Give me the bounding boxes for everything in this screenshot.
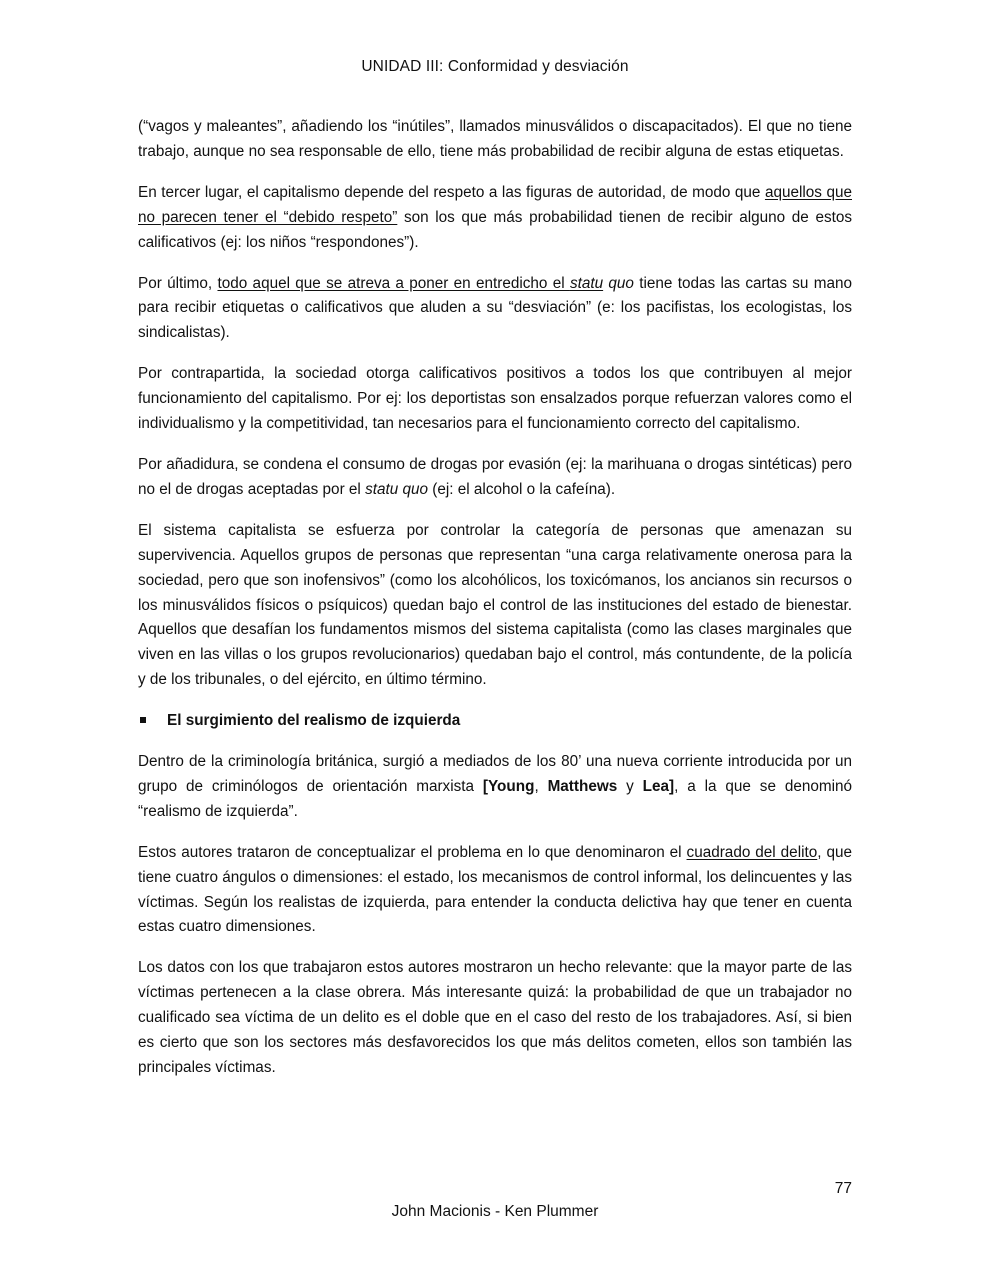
paragraph-7-text-d: , a la que se denominó “realismo de izquierda”. [138,777,853,820]
page-body [138,115,852,1097]
paragraph-7-and: y [617,777,643,795]
paragraph-8-underlined: cuadrado del delito [686,843,818,861]
paragraph-3 [138,272,852,347]
bullet-square-icon [140,717,146,723]
paragraph-5-text-a: Por añadidura, se condena el consumo de drogas por evasión (ej: la marihuana o drogas sintéticas) pero no el de drogas aceptadas por el [138,455,852,498]
paragraph-3-text-a: Por último, [138,274,218,292]
author-matthews: Matthews [547,777,618,795]
paragraph-8-text-b: , que tiene cuatro ángulos o dimensiones: el estado, los mecanismos de control informal, los delincuentes y las víctimas. Según los realistas de izquierda, para entender la conducta delictiva hay que tener en cuenta estas cuatro dimensiones. [138,843,852,936]
page-number: 77 [834,1180,852,1197]
paragraph-3-underlined-italic: statu [569,274,604,292]
paragraph-2 [138,181,852,256]
paragraph-3-text-b: tiene todas las cartas su mano para recibir etiquetas o calificativos que aluden a su “desviación” (e: los pacifistas, los ecologistas, los sindicalistas). [138,274,853,342]
paragraph-7-comma: , [534,777,548,795]
author-young: [Young [482,777,535,795]
section-heading-text: El surgimiento del realismo de izquierda [167,712,461,730]
page-header: UNIDAD III: Conformidad y desviación [361,58,629,75]
paragraph-2-text-b: son los que más probabilidad tienen de recibir alguno de estos calificativos (ej: los niños “respondones”). [138,208,852,251]
paragraph-4: Por contrapartida, la sociedad otorga calificativos positivos a todos los que contribuyen al mejor funcionamiento del capitalismo. Por ej: los deportistas son ensalzados porque refuerzan valores como el individualismo y la competitividad, tan necesarios para el funcionamiento correcto del capitalismo. [138,365,852,433]
paragraph-5-text-b: (ej: el alcohol o la cafeína). [428,480,616,498]
paragraph-7 [138,750,852,825]
paragraph-2-text-a: En tercer lugar, el capitalismo depende del respeto a las figuras de autoridad, de modo que [138,183,765,201]
paragraph-8-text-a: Estos autores trataron de conceptualizar el problema en lo que denominaron el [138,843,687,861]
paragraph-1: (“vagos y maleantes”, añadiendo los “inútiles”, llamados minusválidos o discapacitados). El que no tiene trabajo, aunque no sea responsable de ello, tiene más probabilidad de recibir alguna de estas etiquetas. [138,118,852,160]
section-heading [138,709,852,734]
paragraph-5 [138,453,852,503]
paragraph-7-text-a: Dentro de la criminología británica, surgió a mediados de los 80’ una nueva corriente introducida por un grupo de criminólogos de orientación marxista [138,753,852,795]
paragraph-3-underlined: todo aquel que se atreva a poner en entredicho el [217,274,570,292]
paragraph-2-underlined: aquellos que no parecen tener el “debido respeto” [138,183,852,226]
paragraph-9: Los datos con los que trabajaron estos autores mostraron un hecho relevante: que la mayor parte de las víctimas pertenecen a la clase obrera. Más interesante quizá: la probabilidad de que un trabajador no cualificado sea víctima de un delito es el doble que en el caso del resto de los trabajadores. Así, si bien es cierto que son los sectores más desfavorecidos los que más delitos cometen, ellos son también las principales víctimas. [138,959,852,1076]
paragraph-8 [138,841,852,941]
paragraph-6: El sistema capitalista se esfuerza por controlar la categoría de personas que amenazan su supervivencia. Aquellos grupos de personas que representan “una carga relativamente onerosa para la sociedad, pero que son inofensivos” (como los alcohólicos, los toxicómanos, los ancianos sin recursos o los minusválidos físicos o psíquicos) quedan bajo el control de las instituciones del estado de bienestar. Aquellos que desafían los fundamentos mismos del sistema capitalista (como las clases marginales que viven en las villas o los grupos revolucionarios) quedaban bajo el control, más contundente, de la policía y de los tribunales, o del ejército, en último término. [138,521,852,689]
page-footer: John Macionis - Ken Plummer [391,1203,599,1220]
paragraph-5-italic: statu quo [365,480,429,498]
paragraph-3-italic: quo [608,274,634,292]
author-lea: Lea] [642,777,675,795]
